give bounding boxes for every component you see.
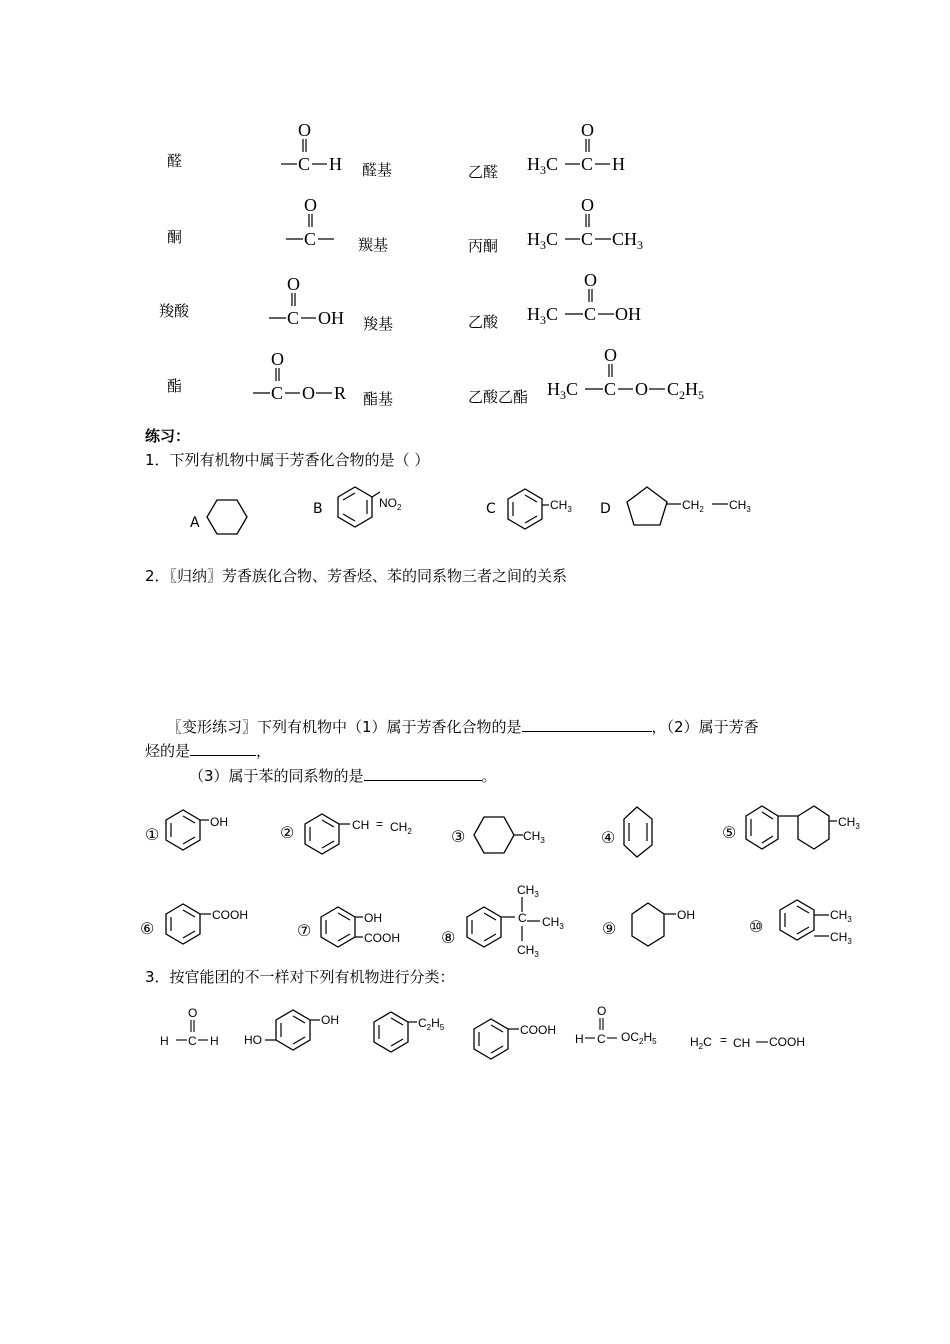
svg-text:O: O: [271, 349, 284, 369]
item-number-1: ①: [145, 825, 160, 844]
svg-text:OH: OH: [677, 908, 695, 922]
svg-text:CH3: $CH_3$: [830, 908, 852, 924]
svg-text:H3C: $H_3C$: [547, 379, 579, 402]
svg-text:R: R: [334, 383, 347, 403]
svg-text:C: C: [581, 229, 594, 249]
svg-text:H3C: $H_3C$: [527, 229, 559, 252]
svg-text:OH: OH: [321, 1013, 339, 1027]
blank-aromatic-compound[interactable]: [522, 717, 652, 732]
ester-group-structure: [250, 347, 360, 407]
svg-text:CH3: $CH_3$: [838, 815, 860, 831]
svg-text:C: C: [584, 304, 597, 324]
svg-text:C: C: [298, 154, 311, 174]
svg-text:H: H: [575, 1032, 584, 1046]
acetone-structure: [525, 193, 655, 253]
question-1: 1．下列有机物中属于芳香化合物的是（ ）: [145, 451, 430, 469]
example-acetaldehyde-name: 乙醛: [468, 163, 499, 181]
item-number-5: ⑤: [722, 823, 737, 842]
class-carboxylic-acid: 羧酸: [159, 302, 190, 320]
ethyl-formate-structure: [573, 1003, 673, 1048]
aldehyde-group-structure: [275, 118, 355, 178]
q1-nitrobenzene-structure: [335, 485, 415, 535]
group-aldehyde-name: 醛基: [362, 161, 393, 179]
phenylmethylcyclohexane-structure: [742, 804, 872, 859]
svg-text:=: =: [376, 817, 384, 831]
svg-text:OH: OH: [615, 304, 641, 324]
svg-text:H: H: [329, 154, 342, 174]
class-ester: 酯: [167, 377, 183, 395]
item-number-2: ②: [280, 823, 295, 842]
svg-text:CH3: $CH_3$: [523, 829, 545, 845]
styrene-structure: [302, 812, 432, 862]
question-2: 2．〖归纳〗芳香族化合物、芳香烃、苯的同系物三者之间的关系: [145, 567, 568, 585]
ethyl-acetate-structure: [545, 343, 725, 403]
svg-text:O: O: [584, 270, 597, 290]
blank-aromatic-hydrocarbon[interactable]: [190, 741, 256, 756]
svg-text:C2H5: $C_2H_5$: [418, 1016, 445, 1032]
svg-text:C: C: [518, 911, 527, 925]
svg-text:O: O: [302, 383, 315, 403]
item-number-3: ③: [451, 827, 466, 846]
svg-text:O: O: [581, 120, 594, 140]
example-ethyl-acetate-name: 乙酸乙酯: [468, 388, 529, 406]
group-ester-name: 酯基: [363, 390, 394, 408]
variant-line-3: （3）属于苯的同系物的是 。: [189, 767, 497, 785]
svg-text:O: O: [287, 274, 300, 294]
svg-text:OH: OH: [364, 911, 382, 925]
q1-option-a-label: A: [190, 515, 200, 531]
q3-benzoic-acid-structure: [471, 1017, 571, 1067]
carbonyl-group-structure: [280, 193, 350, 253]
acetaldehyde-structure: [525, 118, 645, 178]
svg-text:O: O: [298, 120, 311, 140]
item-number-4: ④: [601, 828, 616, 847]
svg-text:H3C: $H_3C$: [527, 304, 559, 327]
svg-text:CH3: $CH_3$: [517, 883, 539, 899]
acrylic-acid-structure: [688, 1030, 818, 1055]
q1-option-c-label: C: [486, 501, 496, 517]
svg-text:O: O: [604, 345, 617, 365]
svg-text:O: O: [597, 1004, 607, 1018]
tert-butylbenzene-structure: [464, 883, 574, 963]
item-number-10: ⑩: [749, 917, 764, 936]
q1-toluene-structure: [505, 487, 585, 537]
svg-text:CH3: $CH_3$: [550, 498, 572, 514]
svg-text:C: C: [581, 154, 594, 174]
class-ketone: 酮: [167, 228, 183, 246]
item-number-7: ⑦: [297, 921, 312, 940]
blank-benzene-homolog[interactable]: [364, 766, 482, 781]
svg-text:C: C: [604, 379, 617, 399]
variant-line-2: 烃的是 ，: [145, 742, 272, 760]
q1-option-d-label: D: [600, 501, 611, 517]
svg-text:H: H: [612, 154, 625, 174]
svg-text:OH: OH: [318, 308, 344, 328]
example-acetic-acid-name: 乙酸: [468, 313, 499, 331]
svg-text:C: C: [597, 1032, 606, 1046]
methylcyclohexane-structure: [471, 815, 551, 860]
svg-text:CH3: $CH_3$: [729, 498, 751, 514]
item-number-6: ⑥: [140, 919, 155, 938]
item-number-9: ⑨: [602, 919, 617, 938]
svg-text:COOH: COOH: [769, 1035, 805, 1049]
formaldehyde-structure: [158, 1005, 228, 1050]
svg-text:COOH: COOH: [520, 1023, 556, 1037]
svg-text:OH: OH: [210, 815, 228, 829]
example-acetone-name: 丙酮: [468, 237, 499, 255]
svg-text:CH: CH: [352, 818, 370, 832]
cyclohexadiene-structure: [622, 805, 662, 865]
svg-text:C: C: [188, 1034, 197, 1048]
q1-option-b-label: B: [313, 501, 323, 517]
svg-text:O: O: [635, 379, 648, 399]
svg-text:H: H: [160, 1034, 169, 1048]
benzoic-acid-structure: [163, 902, 263, 952]
svg-text:OC2H5: $OC_2H_5$: [621, 1030, 657, 1046]
svg-text:CH3: $CH_3$: [542, 915, 564, 931]
svg-text:NO2: $NO_2$: [379, 496, 402, 512]
svg-text:CH2: $CH_2$: [390, 820, 412, 836]
svg-text:O: O: [581, 195, 594, 215]
group-carbonyl-name: 羰基: [358, 236, 389, 254]
q1-cyclohexane-structure: [205, 498, 250, 538]
item-number-8: ⑧: [441, 928, 456, 947]
svg-text:CH: CH: [733, 1036, 751, 1050]
svg-text:=: =: [720, 1033, 728, 1047]
svg-text:CH3: $CH_3$: [517, 943, 539, 959]
question-3: 3．按官能团的不一样对下列有机物进行分类：: [145, 968, 455, 986]
svg-text:COOH: COOH: [212, 908, 248, 922]
svg-text:O: O: [304, 195, 317, 215]
ethylbenzene-structure: [371, 1010, 461, 1060]
svg-text:CH2: $CH_2$: [682, 498, 704, 514]
hydroquinone-structure: [242, 1008, 352, 1058]
practice-heading: 练习：: [145, 427, 191, 445]
svg-text:C: C: [287, 308, 300, 328]
salicylic-acid-structure: [318, 905, 418, 955]
svg-text:HO: HO: [244, 1033, 262, 1047]
svg-text:C: C: [304, 229, 317, 249]
group-carboxyl-name: 羧基: [363, 315, 394, 333]
svg-text:O: O: [188, 1006, 198, 1020]
svg-text:CH3: $CH_3$: [612, 229, 644, 252]
svg-text:C2H5: $C_2H_5$: [667, 379, 705, 402]
svg-text:C: C: [271, 383, 284, 403]
svg-text:H: H: [210, 1034, 219, 1048]
variant-line-1: 〖变形练习〗下列有机物中（1）属于芳香化合物的是 ，（2）属于芳香: [167, 718, 759, 736]
class-aldehyde: 醛: [167, 152, 183, 170]
svg-text:CH3: $CH_3$: [830, 930, 852, 946]
phenol-structure: [163, 808, 243, 858]
o-xylene-structure: [777, 898, 867, 948]
carboxyl-group-structure: [265, 272, 355, 332]
svg-text:COOH: COOH: [364, 931, 400, 945]
cyclohexanol-structure: [630, 900, 710, 950]
q1-ethylcyclopentane-structure: [625, 485, 775, 535]
acetic-acid-structure: [525, 268, 655, 328]
svg-text:H2C: $H_2C$: [690, 1035, 712, 1051]
svg-text:H3C: $H_3C$: [527, 154, 559, 177]
